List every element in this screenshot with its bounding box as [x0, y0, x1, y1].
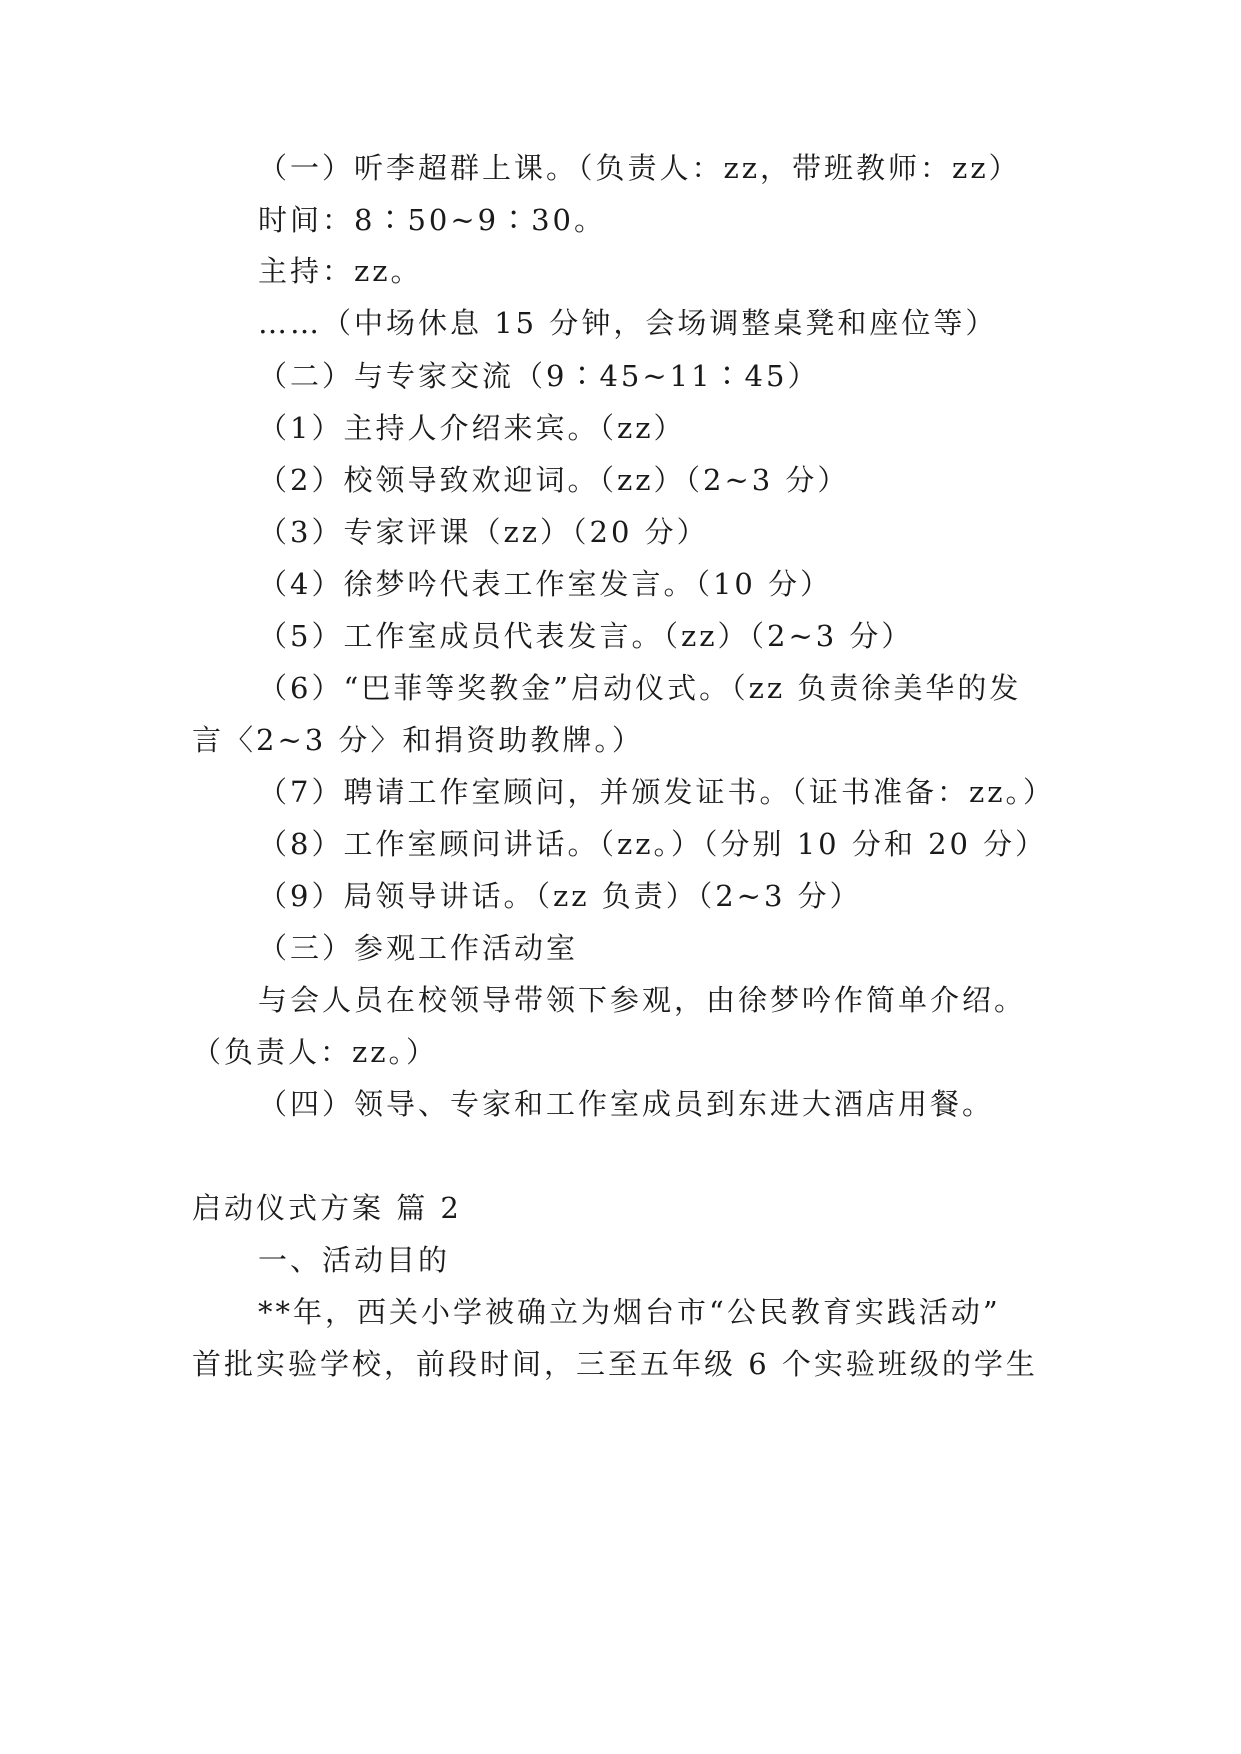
- text-line-2: 时间：8∶50~9∶30。: [258, 203, 607, 237]
- text-line-9: （4）徐梦吟代表工作室发言。（10 分）: [258, 567, 833, 601]
- text-line-17: 与会人员在校领导带领下参观，由徐梦吟作简单介绍。: [258, 983, 1027, 1017]
- section-heading: 启动仪式方案 篇 2: [192, 1191, 462, 1225]
- text-line-3: 主持：zz。: [258, 254, 423, 288]
- text-line-10: （5）工作室成员代表发言。（zz）（2~3 分）: [258, 619, 914, 653]
- text-line-14: （8）工作室顾问讲话。（zz。）（分别 10 分和 20 分）: [258, 827, 1048, 861]
- text-line-6: （1）主持人介绍来宾。（zz）: [258, 411, 686, 445]
- text-line-19: （四）领导、专家和工作室成员到东进大酒店用餐。: [258, 1087, 995, 1121]
- text-line-22: **年，西关小学被确立为烟台市“公民教育实践活动”: [258, 1295, 1001, 1329]
- text-line-16: （三）参观工作活动室: [258, 931, 579, 965]
- text-line-18: （负责人：zz。）: [192, 1035, 439, 1069]
- text-line-5: （二）与专家交流（9∶45~11∶45）: [258, 359, 820, 393]
- text-line-12: 言〈2~3 分〉和捐资助教牌。）: [192, 723, 644, 757]
- text-line-8: （3）专家评课（zz）（20 分）: [258, 515, 709, 549]
- text-line-21: 一、活动目的: [258, 1243, 451, 1277]
- text-line-23: 首批实验学校，前段时间，三至五年级 6 个实验班级的学生: [192, 1347, 1038, 1381]
- text-line-7: （2）校领导致欢迎词。（zz）（2~3 分）: [258, 463, 850, 497]
- text-line-11: （6）“巴菲等奖教金”启动仪式。（zz 负责徐美华的发: [258, 671, 1022, 705]
- text-line-13: （7）聘请工作室顾问，并颁发证书。（证书准备：zz。）: [258, 775, 1056, 809]
- text-line-15: （9）局领导讲话。（zz 负责）（2~3 分）: [258, 879, 862, 913]
- text-line-1: （一）听李超群上课。（负责人：zz，带班教师：zz）: [258, 151, 1021, 185]
- text-line-4: ……（中场休息 15 分钟，会场调整桌凳和座位等）: [258, 306, 998, 340]
